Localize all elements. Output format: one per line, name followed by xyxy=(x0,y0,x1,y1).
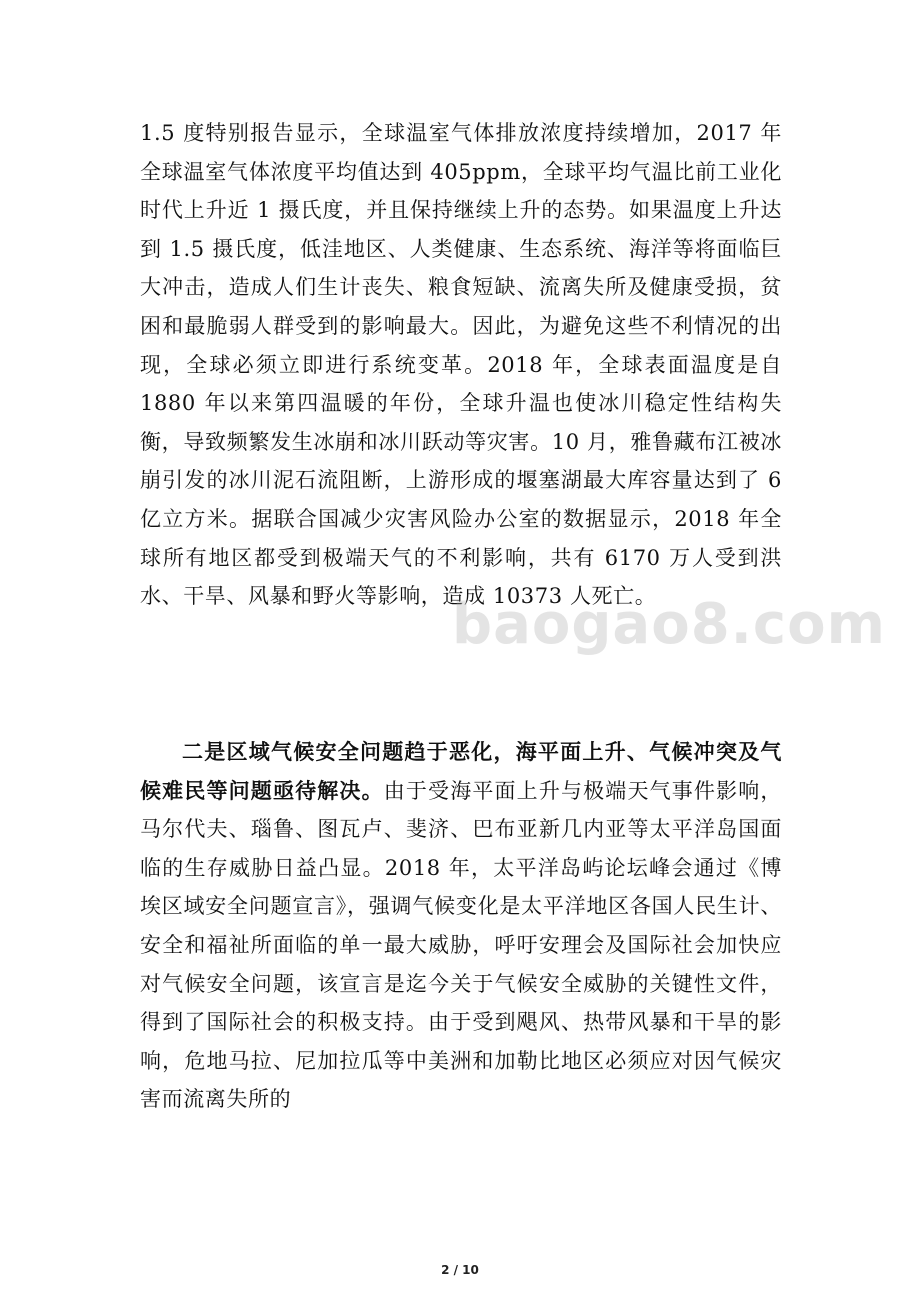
paragraph-text xyxy=(140,733,782,1119)
paragraph-text: 1.5 度特别报告显示，全球温室气体排放浓度持续增加，2017 年全球温室气体浓度平均值达到 405ppm，全球平均气温比前工业化时代上升近 1 摄氏度，并且保持继续上升的态势。如果温度上升达到 1.5 摄氏度，低洼地区、人类健康、生态系统、海洋等将面临巨大冲击，造成人们生计丧失、粮食短缺、流离失所及健康受损，贫困和最脆弱人群受到的影响最大。因此，为避免这些不利情况的出现，全球必须立即进行系统变革。2018 年，全球表面温度是自 1880 年以来第四温暖的年份，全球升温也使冰川稳定性结构失衡，导致频繁发生冰崩和冰川跃动等灾害。10 月，雅鲁藏布江被冰崩引发的冰川泥石流阻断，上游形成的堰塞湖最大库容量达到了 6 亿立方米。据联合国减少灾害风险办公室的数据显示，2018 年全球所有地区都受到极端天气的不利影响，共有 6170 万人受到洪水、干旱、风暴和野火等影响，造成 10373 人死亡。 xyxy=(140,121,782,609)
body-paragraph-1 xyxy=(140,114,782,616)
paragraph-heading-bold: 二是区域气候安全问题趋于恶化，海平面上升、气候冲突及气候难民等问题亟待解决。 xyxy=(140,739,782,803)
body-paragraph-2 xyxy=(140,733,782,1119)
page-number: 2 / 10 xyxy=(441,1263,479,1277)
paragraph-body: 由于受海平面上升与极端天气事件影响，马尔代夫、瑙鲁、图瓦卢、斐济、巴布亚新几内亚等太平洋岛国面临的生存威胁日益凸显。2018 年，太平洋岛屿论坛峰会通过《博埃区域安全问题宣言》，强调气候变化是太平洋地区各国人民生计、安全和福祉所面临的单一最大威胁，呼吁安理会及国际社会加快应对气候安全问题，该宣言是迄今关于气候安全威胁的关键性文件，得到了国际社会的积极支持。由于受到飓风、热带风暴和干旱的影响，危地马拉、尼加拉瓜等中美洲和加勒比地区必须应对因气候灾害而流离失所的 xyxy=(140,778,782,1112)
watermark: baogao8.com xyxy=(452,592,886,657)
